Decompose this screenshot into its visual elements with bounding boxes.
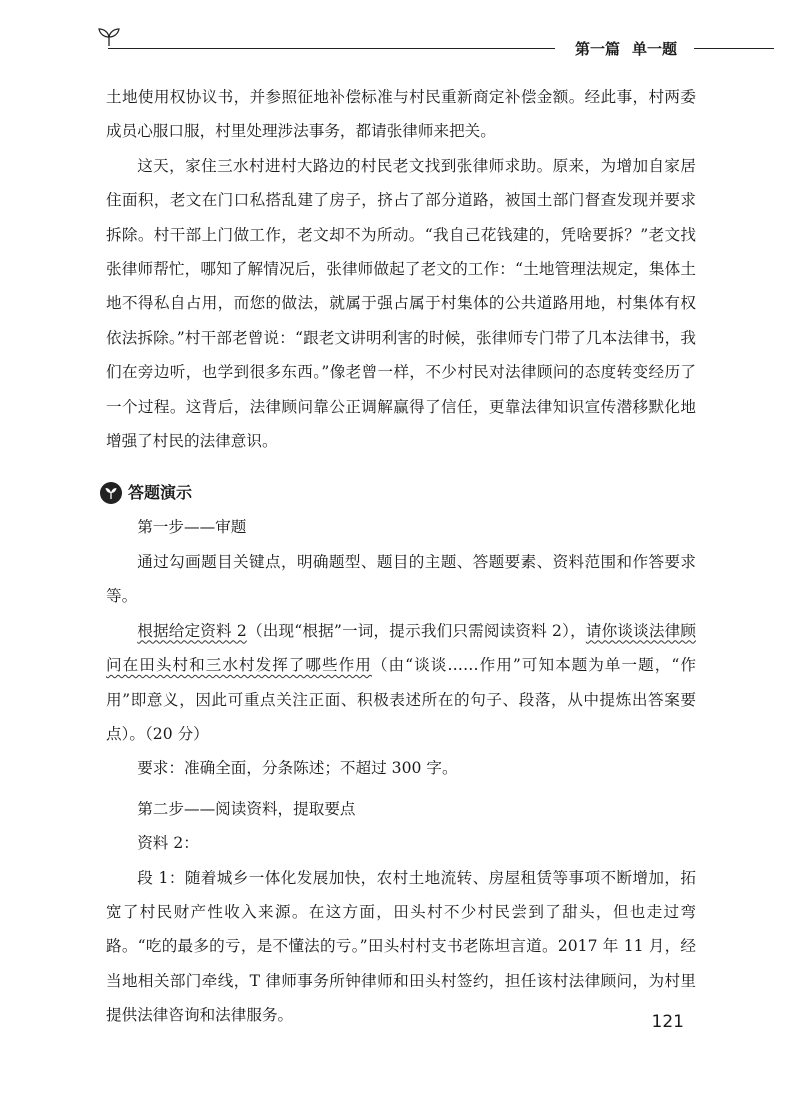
question-note: （出现“根据”一词，提示我们只需阅读资料 2）， (246, 621, 586, 640)
chapter-topic: 单一题 (632, 40, 678, 58)
requirement-text: 要求：准确全面，分条陈述；不超过 300 字。 (137, 759, 458, 778)
chapter-title (560, 38, 692, 60)
question-key-phrase: 根据给定资料 2 (137, 621, 247, 640)
question-key-phrase: 请你谈谈法律顾问在田头村和三水村发挥了哪些作用 (106, 621, 696, 675)
article-paragraph: 土地使用权协议书，并参照征地补偿标准与村民重新商定补偿金额。经此事，村两委成员心服口服，村里处理涉法事务，都请张律师来把关。 (106, 88, 696, 141)
article-paragraph: 这天，家住三水村进村大路边的村民老文找到张律师求助。原来，为增加自家居住面积，老文在门口私搭乱建了房子，挤占了部分道路，被国土部门督查发现并要求拆除。村干部上门做工作，老文却不为所动。“我自己花钱建的，凭啥要拆？”老文找张律师帮忙，哪知了解情况后，张律师做起了老文的工作：“土地管理法规定，集体土地不得私自占用，而您的做法，就属于强占属于村集体的公共道路用地，村集体有权依法拆除。”村干部老曾说：“跟老文讲明利害的时候，张律师专门带了几本法律书，我们在旁边听，也学到很多东西。”像老曾一样，不少村民对法律顾问的态度转变经历了一个过程。这背后，法律顾问靠公正调解赢得了信任，更靠法律知识宣传潜移默化地增强了村民的法律意识。 (106, 156, 696, 451)
header-rule-right (694, 48, 774, 49)
step-title: 第一步——审题 (137, 518, 247, 537)
step-intro: 通过勾画题目关键点，明确题型、题目的主题、答题要素、资料范围和作答要求等。 (106, 552, 696, 606)
header-rule-left (108, 48, 555, 49)
sprout-icon (94, 24, 124, 48)
question-text (106, 614, 696, 752)
leaf-badge-icon (100, 482, 122, 504)
step-title: 第二步——阅读资料，提取要点 (137, 799, 356, 818)
section-heading (100, 476, 696, 510)
material-paragraph: 段 1：随着城乡一体化发展加快，农村土地流转、房屋租赁等事项不断增加，拓宽了村民财产性收入来源。在这方面，田头村不少村民尝到了甜头，但也走过弯路。“吃的最多的亏，是不懂法的亏。”田头村村支书老陈坦言道。2017 年 11 月，经当地相关部门牵线，T 律师事务所钟律师和田头村签约，担任该村法律顾问，为村里提供法律咨询和法律服务。 (106, 868, 696, 1025)
chapter-part: 第一篇 (574, 40, 620, 58)
question-note: （由“谈谈……作用”可知本题为单一题，“作用”即意义，因此可重点关注正面、积极表述所在的句子、段落，从中提炼出答案要点）。（20 分） (106, 656, 696, 743)
running-header (0, 22, 800, 62)
section-title: 答题演示 (128, 483, 193, 503)
material-label: 资料 2： (137, 834, 199, 853)
page-number: 121 (651, 1012, 684, 1032)
page-body (106, 80, 696, 1033)
